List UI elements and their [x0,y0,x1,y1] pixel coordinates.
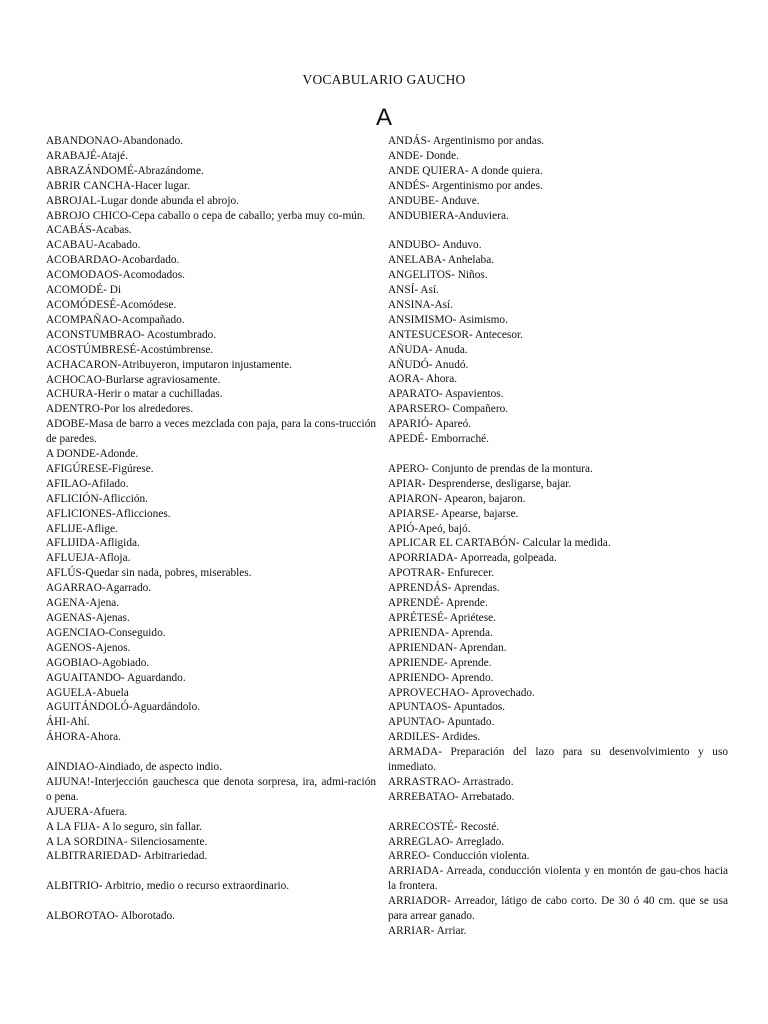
entry: APLICAR EL CARTABÓN- Calcular la medida. [388,537,611,550]
entry: AGUITÁNDOLÓ-Aguardándolo. [46,701,201,714]
entry: ANDUBIERA-Anduviera. [388,209,509,222]
entry: AFLICIÓN-Aflicción. [46,492,148,505]
entry: ACHACARON-Atribuyeron, imputaron injustamente. [46,358,292,371]
entry: AGENAS-Ajenas. [46,612,130,624]
entry: ARRECOSTÉ- Recosté. [388,820,500,833]
entry: AFLIJE-Aflige. [46,522,118,535]
entry: ABROJAL-Lugar donde abunda el abrojo. [46,194,239,207]
entry: ANSIMISMO- Asimismo. [388,313,508,326]
entry: ALBOROTAO- Alborotado. [46,910,175,923]
entry: ALBITRIO- Arbitrio, medio o recurso extraordinario. [46,880,290,893]
entry: ACOSTÚMBRESÉ-Acostúmbrense. [46,343,214,356]
entry: APORRIADA- Aporreada, golpeada. [388,552,557,565]
entry: A LA FIJA- A lo seguro, sin fallar. [46,820,202,833]
entry: ACHURA-Herir o matar a cuchilladas. [46,388,223,401]
entry: APIARON- Apearon, bajaron. [388,492,526,505]
entry: ACABÁS-Acabas. [46,224,132,237]
entry: AJUERA-Afuera. [46,805,128,818]
entry: AÑUDÓ- Anudó. [388,358,469,371]
entry: ACOBARDAO-Acobardado. [46,254,180,267]
entry: APUNTAOS- Apuntados. [388,701,506,714]
entry: AÑUDA- Anuda. [388,343,468,356]
entry: ARREBATAO- Arrebatado. [388,790,515,803]
entry: AFLIJIDA-Afligida. [46,537,140,550]
entry: APRÉTESÉ- Apriétese. [388,611,496,624]
entry: APRENDÁS- Aprendas. [388,582,500,595]
entry: APRIENDA- Aprenda. [388,626,493,639]
entry: ANGELITOS- Niños. [388,269,488,282]
entry: APRIENDE- Aprende. [388,656,492,669]
entry: AGENOS-Ajenos. [46,641,131,654]
entry: ARREGLAO- Arreglado. [388,835,505,848]
entry: ARRIADA- Arreada, conducción violenta y en montón de gau-chos hacia la frontera. [388,865,728,893]
entry: AFLÚS-Quedar sin nada, pobres, miserables. [46,567,252,580]
entry: AIJUNA!-Interjección gauchesca que denota sorpresa, ira, admi-ración o pena. [46,775,376,803]
entry: APRENDÉ- Aprende. [388,597,488,610]
entry: AGARRAO-Agarrado. [46,582,152,595]
entry: AFLUEJA-Afloja. [46,552,131,565]
entry: APIÓ-Apeó, bajó. [388,522,471,535]
entry: ADENTRO-Por los alrededores. [46,403,194,416]
entry: ADOBE-Masa de barro a veces mezclada con paja, para la cons-trucción de paredes. [46,418,376,446]
entry: APARSERO- Compañero. [388,403,509,416]
entry: AINDIAO-Aindiado, de aspecto indio. [46,761,223,774]
entry: ARMADA- Preparación del lazo para su desenvolvimiento y uso inmediato. [388,746,728,774]
entry: A LA SORDINA- Silenciosamente. [46,835,208,848]
entry: ÁHI-Ahí. [46,716,90,729]
left-column [46,134,376,924]
entry: APOTRAR- Enfurecer. [388,567,495,580]
entry: ANELABA- Anhelaba. [388,254,495,267]
entry: APERO- Conjunto de prendas de la montura. [388,462,593,475]
entry: APIARSE- Apearse, bajarse. [388,507,519,520]
entry: ARDILES- Ardides. [388,731,481,744]
entry: ANSÍ- Así. [388,284,439,297]
entry: ARRIAR- Arriar. [388,924,467,937]
entry: AGUELA-Abuela [46,686,129,699]
entry: ABRAZÁNDOMÉ-Abrazándome. [46,164,204,177]
entry: ARREO- Conducción violenta. [388,850,530,863]
entry: ARRASTRAO- Arrastrado. [388,775,514,788]
entry: AORA- Ahora. [388,373,458,386]
entry: APUNTAO- Apuntado. [388,716,495,729]
entry: ACOMÓDESÉ-Acomódese. [46,298,177,311]
page-title: VOCABULARIO GAUCHO [302,72,466,87]
entry: ÁHORA-Ahora. [46,731,121,744]
entry: ARRIADOR- Arreador, látigo de cabo corto. De 30 ó 40 cm. que se usa para arrear ganado. [388,895,728,923]
entry: ACHOCAO-Burlarse agraviosamente. [46,373,221,386]
entry: ANSINA-Así. [388,298,453,311]
entry: ACABAU-Acabado. [46,239,141,252]
entry: AFLICIONES-Aflicciones. [46,507,171,520]
entry: AGENA-Ajena. [46,597,120,610]
entry: APROVECHAO- Aprovechado. [388,686,535,699]
entry: ACOMODÉ- Di [46,284,121,297]
entry: APARATO- Aspavientos. [388,388,504,401]
entry: APARIÓ- Apareó. [388,418,472,431]
entry: AFIGÚRESE-Figúrese. [46,462,154,475]
entry: ACOMPAÑAO-Acompañado. [46,313,185,326]
entry: ANDE- Donde. [388,149,459,162]
entry: ANDÁS- Argentinismo por andas. [388,135,545,147]
entry: ACOMODAOS-Acomodados. [46,269,186,282]
entry: ARABAJÉ-Atajé. [46,149,128,162]
entry: APEDÉ- Emborraché. [388,433,490,446]
entry: APRIENDO- Aprendo. [388,671,494,684]
entry: ALBITRARIEDAD- Arbitrariedad. [46,850,208,863]
entry: ANDE QUIERA- A donde quiera. [388,164,543,177]
entry: A DONDE-Adonde. [46,448,139,461]
entry: APIAR- Desprenderse, desligarse, bajar. [388,477,572,490]
entry: ABROJO CHICO-Cepa caballo o cepa de caballo; yerba muy co-mún. [46,209,366,222]
right-column [388,134,728,939]
entry: ANDUBO- Anduvo. [388,239,482,252]
entry: ANTESUCESOR- Antecesor. [388,328,523,341]
entry: ABRIR CANCHA-Hacer lugar. [46,179,191,192]
entry: AGOBIAO-Agobiado. [46,656,150,669]
entry: AGUAITANDO- Aguardando. [46,671,186,684]
entry: APRIENDAN- Aprendan. [388,641,507,654]
entry: AGENCIAO-Conseguido. [46,626,166,639]
entry: ACONSTUMBRAO- Acostumbrado. [46,328,217,341]
entry: ABANDONAO-Abandonado. [46,135,184,147]
entry: ANDÉS- Argentinismo por andes. [388,179,543,192]
entry: ANDUBE- Anduve. [388,194,480,207]
section-letter: A [375,104,392,131]
entry: AFILAO-Afilado. [46,477,129,490]
